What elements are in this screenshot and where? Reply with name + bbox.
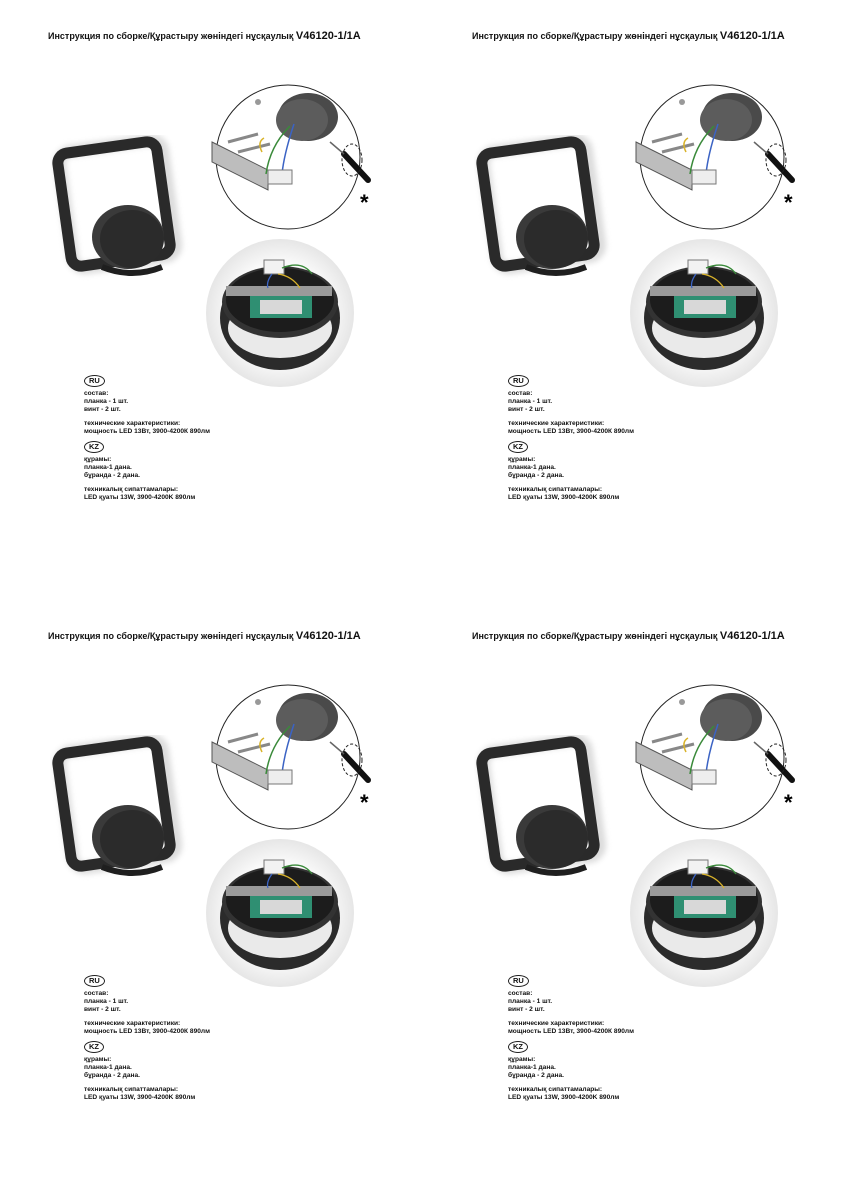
driver-illustration <box>626 238 782 388</box>
instruction-title <box>48 30 361 42</box>
kz-spec-heading: техникалық сипаттамалары: <box>508 486 603 493</box>
kz-item-screws: бұранда - 2 дана. <box>84 472 140 479</box>
kz-item-plate: планка-1 дана. <box>84 1064 132 1071</box>
ru-badge: RU <box>508 975 529 987</box>
kz-spec-value: LED қуаты 13W, 3900-4200K 890лм <box>508 494 620 501</box>
ru-spec-value: мощность LED 13Вт, 3900-4200К 890лм <box>508 1028 634 1035</box>
ru-item-plate: планка - 1 шт. <box>84 398 129 405</box>
title-prefix: Инструкция по сборке/Құрастыру жөніндегі нұсқаулық <box>48 631 294 641</box>
kz-item-plate: планка-1 дана. <box>84 464 132 471</box>
mounting-diagram <box>626 682 798 832</box>
kz-contents-heading: құрамы: <box>508 456 536 463</box>
ru-spec-heading: технические характеристики: <box>508 1020 605 1027</box>
ru-contents-heading: состав: <box>508 990 533 997</box>
mounting-diagram <box>202 82 374 232</box>
ru-contents-heading: состав: <box>84 390 109 397</box>
ru-spec-value: мощность LED 13Вт, 3900-4200К 890лм <box>508 428 634 435</box>
title-prefix: Инструкция по сборке/Құрастыру жөніндегі нұсқаулық <box>48 31 294 41</box>
ru-item-screws: винт - 2 шт. <box>508 406 545 413</box>
kz-badge: KZ <box>84 1041 104 1053</box>
mounting-diagram <box>626 82 798 232</box>
title-prefix: Инструкция по сборке/Құрастыру жөніндегі нұсқаулық <box>472 31 718 41</box>
instruction-panel-3 <box>0 600 424 1200</box>
driver-illustration <box>202 838 358 988</box>
kz-item-screws: бұранда - 2 дана. <box>84 1072 140 1079</box>
kz-badge: KZ <box>508 441 528 453</box>
instruction-title <box>48 630 361 642</box>
ru-item-screws: винт - 2 шт. <box>84 406 121 413</box>
ru-spec-value: мощность LED 13Вт, 3900-4200К 890лм <box>84 1028 210 1035</box>
title-prefix: Инструкция по сборке/Құрастыру жөніндегі нұсқаулық <box>472 631 718 641</box>
model-number: V46120-1/1A <box>719 630 785 642</box>
ru-spec-heading: технические характеристики: <box>508 420 605 427</box>
model-number: V46120-1/1A <box>719 30 785 42</box>
ru-item-plate: планка - 1 шт. <box>508 998 553 1005</box>
instruction-title <box>472 630 785 642</box>
model-number: V46120-1/1A <box>295 30 361 42</box>
specs-block <box>84 974 210 1102</box>
instruction-panel-1 <box>0 0 424 600</box>
instruction-title <box>472 30 785 42</box>
kz-item-screws: бұранда - 2 дана. <box>508 472 564 479</box>
asterisk-mark: * <box>360 790 369 815</box>
driver-illustration <box>626 838 782 988</box>
kz-spec-value: LED қуаты 13W, 3900-4200K 890лм <box>84 494 196 501</box>
mounting-diagram <box>202 682 374 832</box>
asterisk-mark: * <box>784 190 793 215</box>
kz-item-plate: планка-1 дана. <box>508 1064 556 1071</box>
kz-contents-heading: құрамы: <box>508 1056 536 1063</box>
asterisk-mark: * <box>360 190 369 215</box>
ru-badge: RU <box>508 375 529 387</box>
ru-badge: RU <box>84 375 105 387</box>
specs-block <box>84 374 210 502</box>
kz-spec-value: LED қуаты 13W, 3900-4200K 890лм <box>508 1094 620 1101</box>
kz-spec-heading: техникалық сипаттамалары: <box>508 1086 603 1093</box>
kz-contents-heading: құрамы: <box>84 456 112 463</box>
instruction-panel-2 <box>424 0 848 600</box>
ru-contents-heading: состав: <box>508 390 533 397</box>
lamp-illustration <box>474 735 614 885</box>
driver-illustration <box>202 238 358 388</box>
model-number: V46120-1/1A <box>295 630 361 642</box>
ru-item-plate: планка - 1 шт. <box>508 398 553 405</box>
ru-spec-heading: технические характеристики: <box>84 420 181 427</box>
ru-spec-heading: технические характеристики: <box>84 1020 181 1027</box>
kz-spec-heading: техникалық сипаттамалары: <box>84 486 179 493</box>
ru-spec-value: мощность LED 13Вт, 3900-4200К 890лм <box>84 428 210 435</box>
instruction-panel-4 <box>424 600 848 1200</box>
lamp-illustration <box>50 135 190 285</box>
specs-block <box>508 974 634 1102</box>
ru-contents-heading: состав: <box>84 990 109 997</box>
kz-item-plate: планка-1 дана. <box>508 464 556 471</box>
ru-item-screws: винт - 2 шт. <box>508 1006 545 1013</box>
kz-spec-value: LED қуаты 13W, 3900-4200K 890лм <box>84 1094 196 1101</box>
ru-badge: RU <box>84 975 105 987</box>
ru-item-screws: винт - 2 шт. <box>84 1006 121 1013</box>
kz-badge: KZ <box>84 441 104 453</box>
kz-badge: KZ <box>508 1041 528 1053</box>
kz-spec-heading: техникалық сипаттамалары: <box>84 1086 179 1093</box>
specs-block <box>508 374 634 502</box>
ru-item-plate: планка - 1 шт. <box>84 998 129 1005</box>
kz-contents-heading: құрамы: <box>84 1056 112 1063</box>
asterisk-mark: * <box>784 790 793 815</box>
lamp-illustration <box>474 135 614 285</box>
kz-item-screws: бұранда - 2 дана. <box>508 1072 564 1079</box>
lamp-illustration <box>50 735 190 885</box>
